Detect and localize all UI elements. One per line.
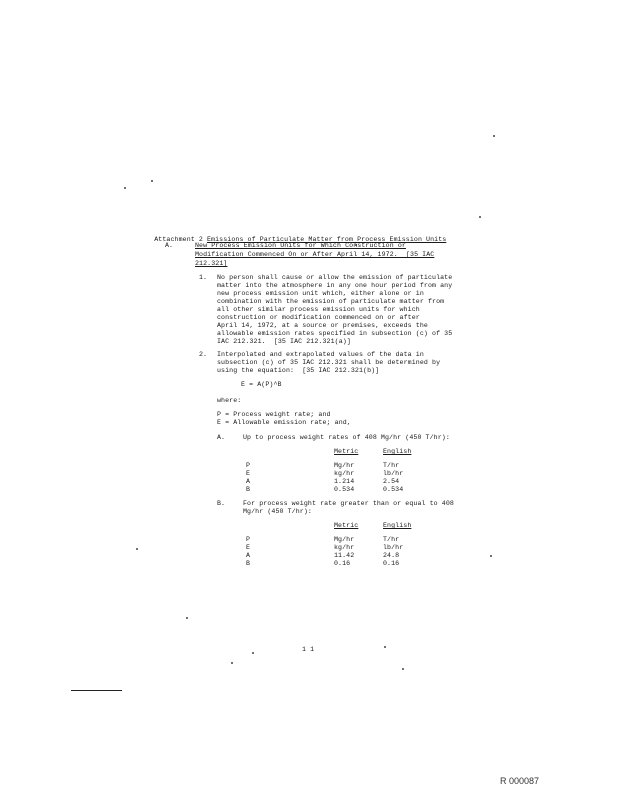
table-cell-english: lb/hr <box>383 544 404 551</box>
table-cell-english: 0.16 <box>383 560 400 567</box>
scan-speck <box>493 135 495 137</box>
scan-speck <box>136 548 138 550</box>
item-2-line: subsection (c) of 35 IAC 212.321 shall be determined by <box>217 359 441 366</box>
table-cell-metric: 0.16 <box>334 560 351 567</box>
item-2-line: Interpolated and extrapolated values of the data in <box>217 351 424 358</box>
section-a-label: A. <box>165 242 174 249</box>
scan-speck <box>186 617 188 619</box>
section-a-heading-line3: 212.321] <box>195 260 228 267</box>
table-row-symbol: E <box>246 470 251 477</box>
table-row-symbol: A <box>246 552 251 559</box>
table-row-symbol: P <box>246 462 251 469</box>
scan-speck <box>151 180 153 182</box>
item-1-line: construction or modification commenced on or after <box>217 314 420 321</box>
scan-speck <box>231 662 233 664</box>
sub-a-text: Up to process weight rates of 408 Mg/hr (450 T/hr): <box>243 434 450 441</box>
table-cell-metric: kg/hr <box>334 544 355 551</box>
scan-speck <box>490 555 492 557</box>
item-1-line: No person shall cause or allow the emission of particulate <box>217 274 453 281</box>
table-row-symbol: E <box>246 544 251 551</box>
item-1-line: new process emission unit which, either alone or in <box>217 290 424 297</box>
sub-b-col-metric: Metric <box>334 522 359 529</box>
item-1-line: allowable emission rates specified in subsection (c) of 35 <box>217 330 453 337</box>
definition-p: P = Process weight rate; and <box>217 411 331 418</box>
item-1-line: matter into the atmosphere in any one hour period from any <box>217 282 453 289</box>
sub-b-line2: Mg/hr (450 T/hr): <box>243 508 312 515</box>
table-cell-english: 24.8 <box>383 552 400 559</box>
table-cell-english: T/hr <box>383 536 400 543</box>
table-cell-english: 0.534 <box>383 486 404 493</box>
table-cell-metric: Mg/hr <box>334 462 355 469</box>
table-row-symbol: P <box>246 536 251 543</box>
table-cell-english: 2.54 <box>383 478 400 485</box>
table-row-symbol: B <box>246 560 251 567</box>
table-cell-english: T/hr <box>383 462 400 469</box>
scan-speck <box>402 668 404 670</box>
scan-speck <box>479 216 481 218</box>
sub-b-line1: For process weight rate greater than or equal to 408 <box>243 500 454 507</box>
table-row-symbol: B <box>246 486 251 493</box>
table-cell-english: lb/hr <box>383 470 404 477</box>
item-2-label: 2. <box>199 351 208 358</box>
footnote-divider <box>71 690 122 691</box>
scan-speck <box>124 187 126 189</box>
item-1-line: all other similar process emission units for which <box>217 306 420 313</box>
item-2-line: using the equation: [35 IAC 212.321(b)] <box>217 367 380 374</box>
table-cell-metric: 1.214 <box>334 478 355 485</box>
sub-a-col-metric: Metric <box>334 448 359 455</box>
item-1-line: IAC 212.321. [35 IAC 212.321(a)] <box>217 338 351 345</box>
definition-e: E = Allowable emission rate; and, <box>217 419 351 426</box>
sub-b-col-english: English <box>383 522 412 529</box>
table-row-symbol: A <box>246 478 251 485</box>
bates-number: R 000087 <box>500 776 540 786</box>
table-cell-metric: kg/hr <box>334 470 355 477</box>
table-cell-metric: 11.42 <box>334 552 355 559</box>
sub-a-col-english: English <box>383 448 412 455</box>
where-label: where: <box>217 397 242 404</box>
table-cell-metric: Mg/hr <box>334 536 355 543</box>
sub-a-label: A. <box>217 434 226 441</box>
attachment-title-prefix: Attachment 2 <box>154 235 203 243</box>
section-a-heading-line1: New Process Emission Units for Which Construction or <box>195 242 406 249</box>
table-cell-metric: 0.534 <box>334 486 355 493</box>
item-1-line: combination with the emission of particulate matter from <box>217 298 445 305</box>
item-1-line: April 14, 1972, at a source or premises, exceeds the <box>217 322 428 329</box>
section-a-heading-line2: Modification Commenced On or After April 14, 1972. [35 IAC <box>195 251 435 258</box>
item-1-label: 1. <box>199 274 208 281</box>
page-number: 1 1 <box>302 646 315 653</box>
equation: E = A(P)^B <box>241 381 282 388</box>
attachment-title-main: Emissions of Particulate Matter from Process Emission Units <box>206 235 447 243</box>
scan-speck <box>384 646 386 648</box>
sub-b-label: B. <box>217 500 226 507</box>
scan-speck <box>252 652 254 654</box>
